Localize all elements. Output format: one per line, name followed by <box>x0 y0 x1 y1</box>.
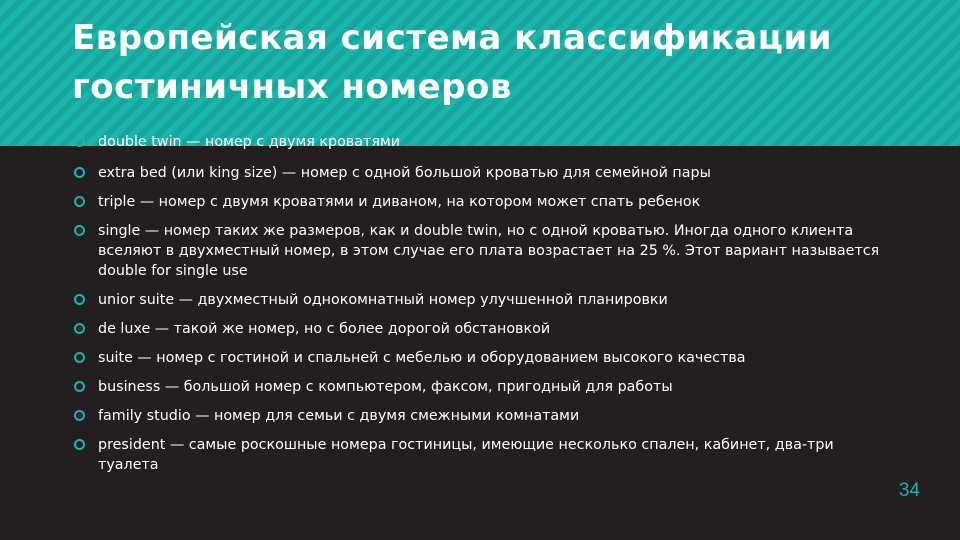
list-item <box>74 290 894 310</box>
list-item <box>74 192 894 212</box>
list-item <box>74 435 894 475</box>
page-number: 34 <box>898 480 920 501</box>
list-item <box>74 348 894 368</box>
circle-bullet-icon <box>74 225 85 236</box>
title-header <box>0 0 960 146</box>
list-item-text: president — самые роскошные номера гостиницы, имеющие несколько спален, кабинет, два-три туалета <box>98 437 834 473</box>
list-item <box>74 377 894 397</box>
circle-bullet-icon <box>74 381 85 392</box>
circle-bullet-icon <box>74 167 85 178</box>
list-item <box>74 132 894 152</box>
list-item <box>74 221 894 281</box>
list-item-text: de luxe — такой же номер, но с более дорогой обстановкой <box>98 321 551 337</box>
circle-bullet-icon <box>74 352 85 363</box>
slide-title: Европейская система классификации гостиничных номеров <box>72 18 833 107</box>
list-item <box>74 406 894 426</box>
circle-bullet-icon <box>74 196 85 207</box>
circle-bullet-icon <box>74 439 85 450</box>
list-item <box>74 319 894 339</box>
list-item-text: single — номер таких же размеров, как и double twin, но с одной кроватью. Иногда одного клиента вселяют в двухместный номер, в этом случае его плата возрастает на 25 %. Этот вариант называется double for single use <box>98 223 880 279</box>
circle-bullet-icon <box>74 410 85 421</box>
circle-bullet-icon <box>74 136 85 147</box>
list-item-text: suite — номер с гостиной и спальней с мебелью и оборудованием высокого качества <box>98 350 746 366</box>
circle-bullet-icon <box>74 323 85 334</box>
list-item-text: extra bed (или king size) — номер с одной большой кроватью для семейной пары <box>98 165 711 181</box>
list-item-text: family studio — номер для семьи с двумя смежными комнатами <box>98 408 580 424</box>
circle-bullet-icon <box>74 294 85 305</box>
list-item-text: double twin — номер с двумя кроватями <box>98 134 401 150</box>
list-item-text: unior suite — двухместный однокомнатный номер улучшенной планировки <box>98 292 668 308</box>
list-item-text: triple — номер с двумя кроватями и диваном, на котором может спать ребенок <box>98 194 701 210</box>
list-item-text: business — большой номер с компьютером, факсом, пригодный для работы <box>98 379 673 395</box>
list-item <box>74 163 894 183</box>
